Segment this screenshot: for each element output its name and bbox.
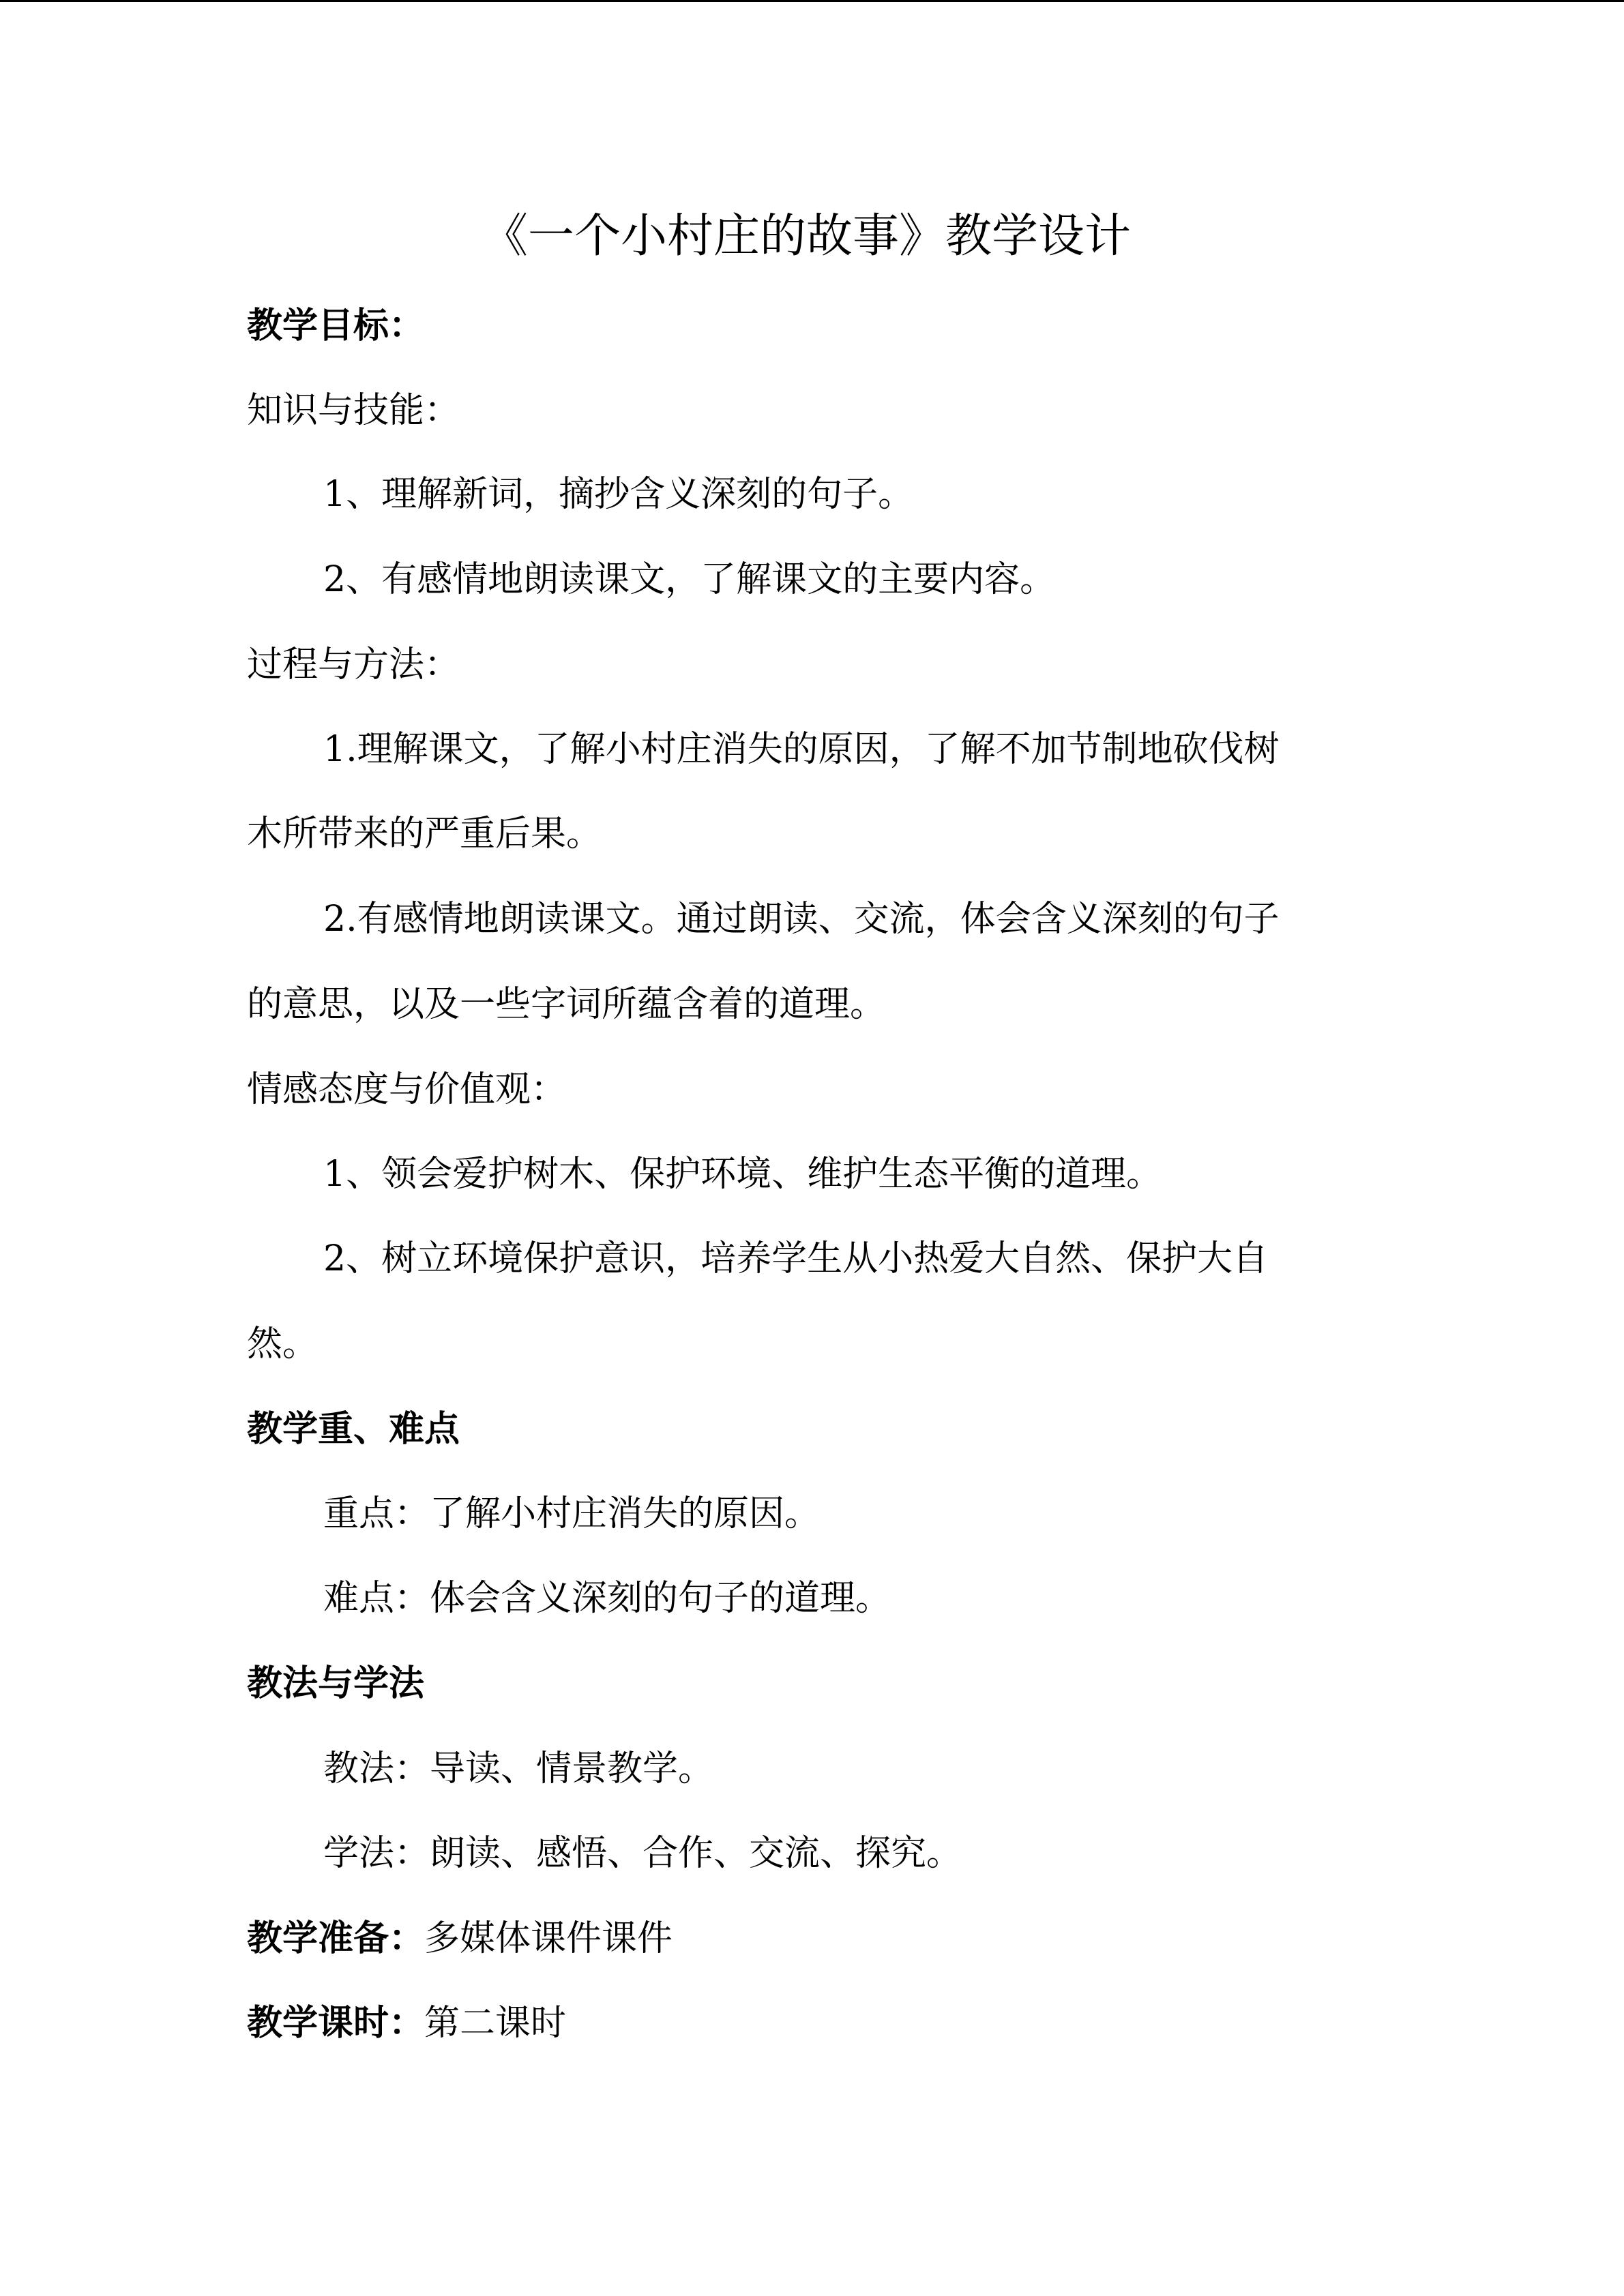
periods-label: 教学课时： bbox=[247, 2002, 425, 2044]
key-points-heading: 教学重、难点 bbox=[247, 1408, 460, 1450]
methods-heading: 教法与学法 bbox=[247, 1663, 425, 1704]
process-item-1-line-1: 1.理解课文，了解小村庄消失的原因，了解不加节制地砍伐树 bbox=[323, 729, 1280, 770]
periods-value: 第二课时 bbox=[424, 2003, 567, 2044]
top-border-line bbox=[0, 0, 1624, 2]
emotion-heading: 情感态度与价值观： bbox=[247, 1069, 567, 1110]
document-title: 《一个小村庄的故事》教学设计 bbox=[481, 209, 1131, 263]
preparation-label: 教学准备： bbox=[247, 1918, 425, 1959]
periods-row bbox=[247, 2001, 566, 2045]
key-point-difficulty: 难点：体会含义深刻的句子的道理。 bbox=[323, 1578, 891, 1619]
knowledge-item-2: 2、有感情地朗读课文，了解课文的主要内容。 bbox=[323, 559, 1056, 600]
objectives-heading: 教学目标： bbox=[247, 305, 425, 346]
emotion-item-2-line-2: 然。 bbox=[247, 1324, 319, 1365]
teaching-method: 教法：导读、情景教学。 bbox=[323, 1748, 714, 1789]
emotion-item-1: 1、领会爱护树木、保护环境、维护生态平衡的道理。 bbox=[323, 1154, 1162, 1195]
process-item-2-line-2: 的意思，以及一些字词所蕴含着的道理。 bbox=[247, 984, 886, 1025]
process-item-2-line-1: 2.有感情地朗读课文。通过朗读、交流，体会含义深刻的句子 bbox=[323, 899, 1280, 940]
preparation-value: 多媒体课件课件 bbox=[424, 1918, 673, 1959]
knowledge-item-1: 1、理解新词，摘抄含义深刻的句子。 bbox=[323, 474, 914, 515]
knowledge-heading: 知识与技能： bbox=[247, 390, 460, 431]
emotion-item-2-line-1: 2、树立环境保护意识，培养学生从小热爱大自然、保护大自 bbox=[323, 1238, 1269, 1279]
learning-method: 学法：朗读、感悟、合作、交流、探究。 bbox=[323, 1833, 962, 1874]
process-item-1-line-2: 木所带来的严重后果。 bbox=[247, 814, 602, 854]
process-heading: 过程与方法： bbox=[247, 644, 460, 685]
preparation-row bbox=[247, 1917, 673, 1960]
key-point-focus: 重点：了解小村庄消失的原因。 bbox=[323, 1493, 821, 1534]
